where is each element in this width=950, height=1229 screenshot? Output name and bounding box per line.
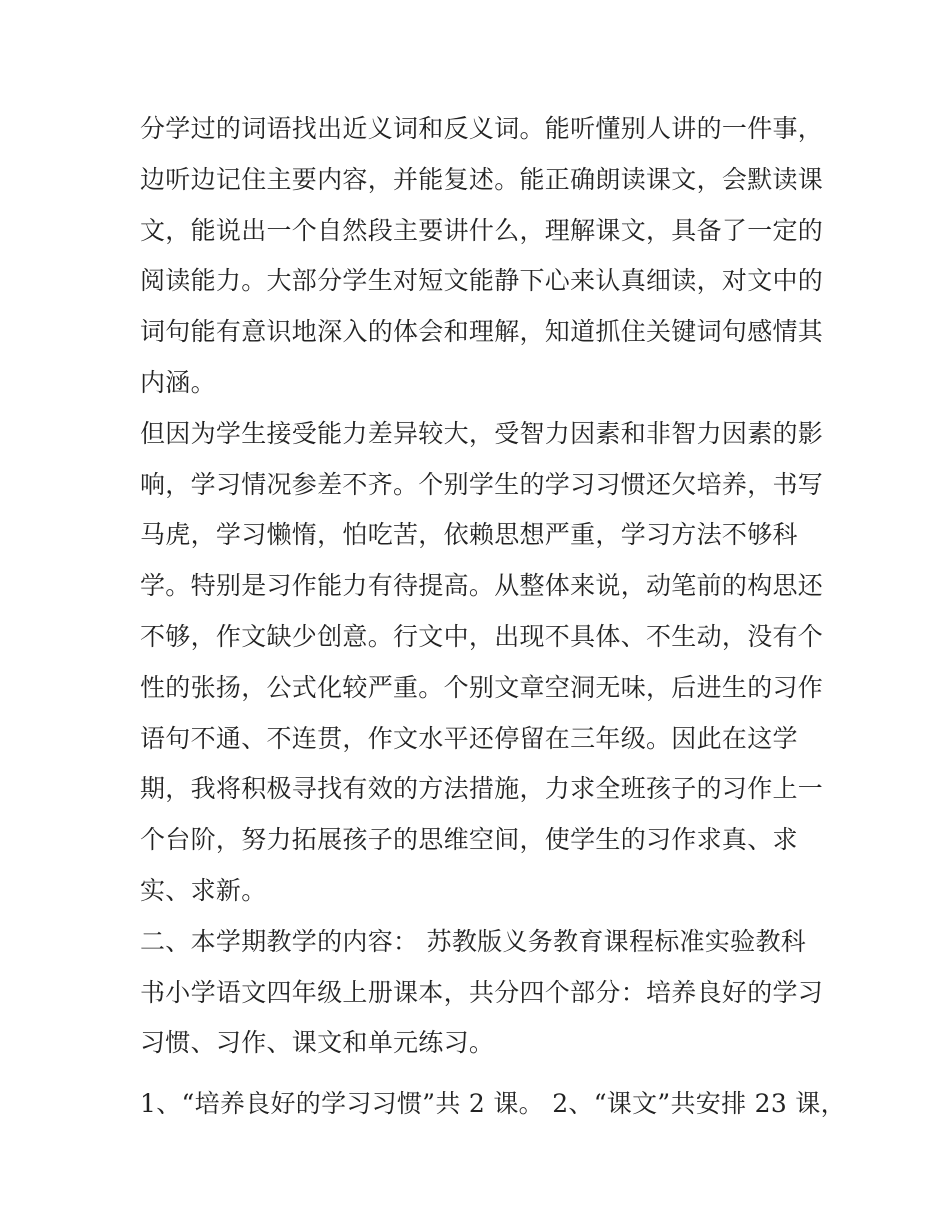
- text-line: 阅读能力。大部分学生对短文能静下心来认真细读，对文中的: [140, 266, 824, 296]
- text-line: 习惯、习作、课文和单元练习。: [140, 1028, 495, 1058]
- text-line: 1、“培养良好的学习习惯”共 2 课。 2、“课文”共安排 23 课，: [140, 1089, 846, 1119]
- text-line: 响，学习情况参差不齐。个别学生的学习习惯还欠培养，书写: [140, 469, 824, 499]
- text-line: 期，我将积极寻找有效的方法措施，力求全班孩子的习作上一: [140, 774, 824, 804]
- text-line: 学。特别是习作能力有待提高。从整体来说，动笔前的构思还: [140, 571, 824, 601]
- text-line: 内涵。: [140, 367, 216, 397]
- text-line: 边听边记住主要内容，并能复述。能正确朗读课文，会默读课: [140, 164, 824, 194]
- text-line: 个台阶，努力拓展孩子的思维空间，使学生的习作求真、求: [140, 825, 798, 855]
- text-line: 二、本学期教学的内容： 苏教版义务教育课程标准实验教科: [140, 926, 807, 956]
- text-line: 词句能有意识地深入的体会和理解，知道抓住关键词句感情其: [140, 317, 824, 347]
- text-line: 分学过的词语找出近义词和反义词。能听懂别人讲的一件事，: [140, 114, 824, 143]
- text-line: 书小学语文四年级上册课本，共分四个部分：培养良好的学习: [140, 977, 824, 1007]
- text-line: 马虎，学习懒惰，怕吃苦，依赖思想严重，学习方法不够科: [140, 520, 798, 550]
- text-line: 不够，作文缺少创意。行文中，出现不具体、不生动，没有个: [140, 621, 824, 651]
- body-text: [140, 104, 846, 1130]
- text-line: 文，能说出一个自然段主要讲什么，理解课文，具备了一定的: [140, 215, 824, 245]
- text-line: 语句不通、不连贯，作文水平还停留在三年级。因此在这学: [140, 723, 798, 753]
- text-line: 性的张扬，公式化较严重。个别文章空洞无味，后进生的习作: [140, 672, 824, 702]
- text-line: 实、求新。: [140, 875, 267, 905]
- text-line: 但因为学生接受能力差异较大，受智力因素和非智力因素的影: [140, 418, 824, 448]
